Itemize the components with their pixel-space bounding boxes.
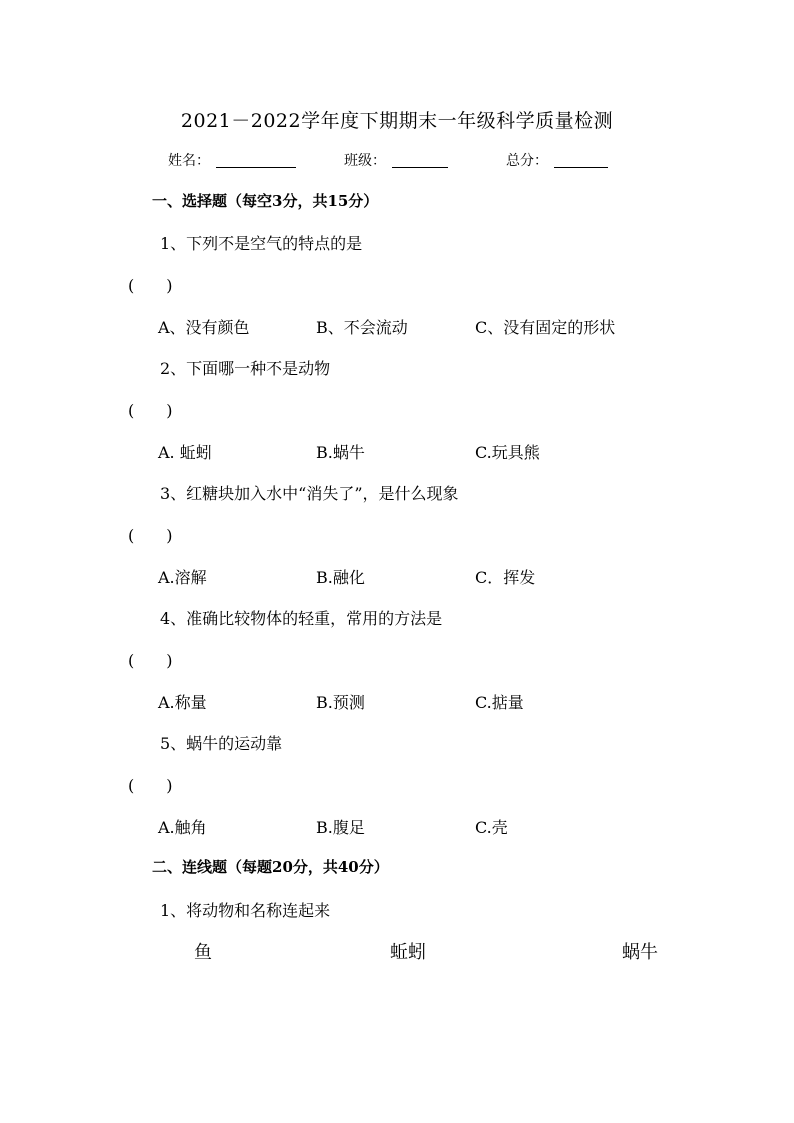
class-blank[interactable] xyxy=(392,153,448,168)
question-2-option-c: C.玩具熊 xyxy=(475,443,540,462)
question-4-option-c: C.掂量 xyxy=(475,693,524,712)
question-2-text: 2、下面哪一种不是动物 xyxy=(160,359,331,378)
question-3-option-a: A.溶解 xyxy=(158,568,207,587)
question-5-option-b: B.腹足 xyxy=(316,818,365,837)
matching-item-fish[interactable]: 鱼 xyxy=(194,942,212,963)
section-2-heading: 二、连线题（每题20分，共40分） xyxy=(152,858,389,876)
question-3-option-c: C．挥发 xyxy=(475,568,536,587)
question-5-option-a: A.触角 xyxy=(158,818,207,837)
question-2-option-a: A. 蚯蚓 xyxy=(158,443,212,462)
question-5-text: 5、蜗牛的运动靠 xyxy=(160,734,283,753)
name-label: 姓名： xyxy=(168,153,210,169)
matching-item-earthworm[interactable]: 蚯蚓 xyxy=(390,942,426,963)
question-3-answer-parens[interactable]: ( ) xyxy=(128,526,173,545)
name-field xyxy=(168,150,296,170)
matching-question-1-text: 1、将动物和名称连起来 xyxy=(160,901,331,920)
question-1-option-b: B、不会流动 xyxy=(316,318,408,337)
class-label: 班级： xyxy=(344,153,386,169)
question-5-option-c: C.壳 xyxy=(475,818,508,837)
question-4-option-a: A.称量 xyxy=(158,693,207,712)
question-4-answer-parens[interactable]: ( ) xyxy=(128,651,173,670)
question-5-answer-parens[interactable]: ( ) xyxy=(128,776,173,795)
question-4-text: 4、准确比较物体的轻重，常用的方法是 xyxy=(160,609,443,628)
class-field xyxy=(344,150,448,170)
score-field xyxy=(506,150,608,170)
question-4-option-b: B.预测 xyxy=(316,693,365,712)
question-3-text: 3、红糖块加入水中“消失了”，是什么现象 xyxy=(160,484,459,503)
matching-item-snail[interactable]: 蜗牛 xyxy=(622,942,658,963)
question-1-answer-parens[interactable]: ( ) xyxy=(128,276,173,295)
score-label: 总分： xyxy=(506,153,548,169)
question-2-option-b: B.蜗牛 xyxy=(316,443,365,462)
question-1-option-a: A、没有颜色 xyxy=(158,318,250,337)
question-1-option-c: C、没有固定的形状 xyxy=(475,318,616,337)
score-blank[interactable] xyxy=(554,153,608,168)
question-1-text: 1、下列不是空气的特点的是 xyxy=(160,234,363,253)
question-2-answer-parens[interactable]: ( ) xyxy=(128,401,173,420)
exam-title: 2021－2022学年度下期期末一年级科学质量检测 xyxy=(180,110,614,132)
question-3-option-b: B.融化 xyxy=(316,568,365,587)
section-1-heading: 一、选择题（每空3分，共15分） xyxy=(152,192,379,210)
name-blank[interactable] xyxy=(216,153,296,168)
